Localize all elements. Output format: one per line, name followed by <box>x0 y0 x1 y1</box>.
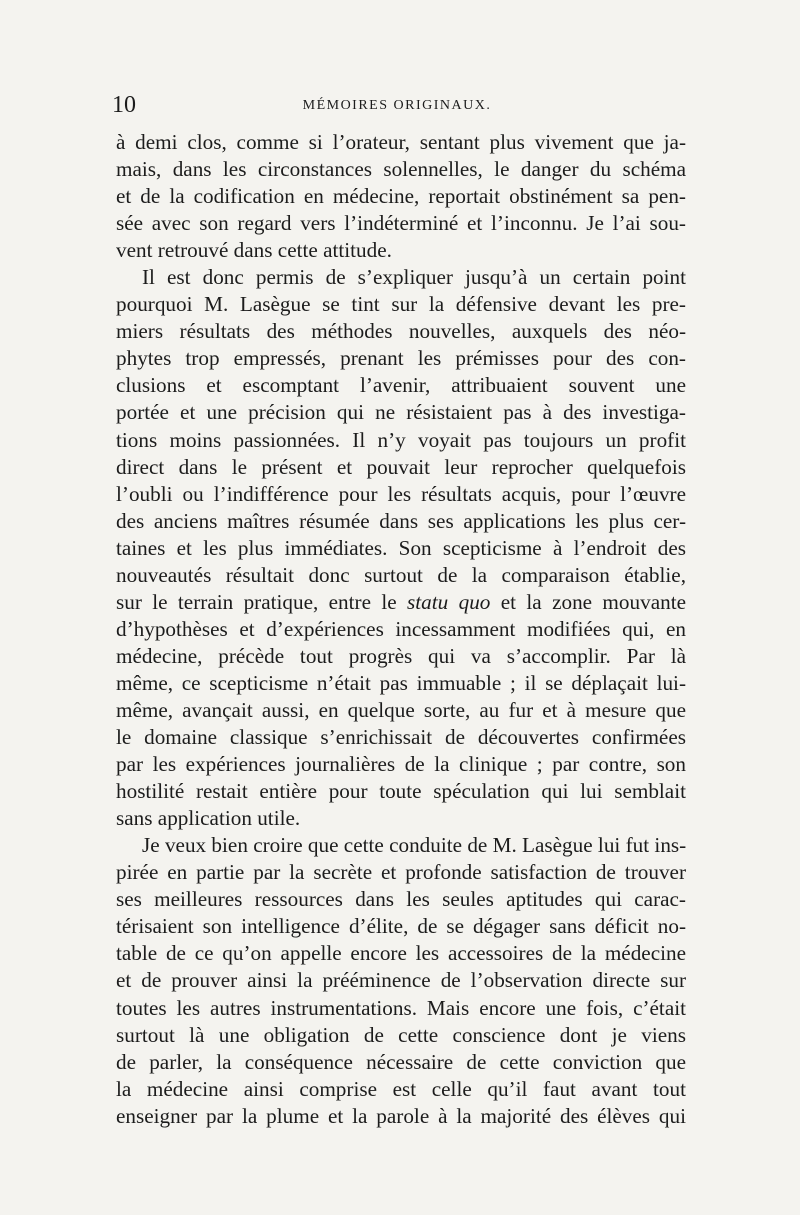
text-line: nouveautés résultait donc surtout de la comparaison établie, <box>116 562 686 587</box>
text-line: sée avec son regard vers l’indéterminé et l’inconnu. Je l’ai sou- <box>116 211 686 236</box>
text-line: miers résultats des méthodes nouvelles, auxquels des néo- <box>116 319 686 344</box>
running-head <box>112 93 682 117</box>
text-line: et de la codification en médecine, reportait obstinément sa pen- <box>116 184 686 209</box>
text-line: toutes les autres instrumentations. Mais encore une fois, c’était <box>116 995 686 1020</box>
text-line: térisaient son intelligence d’élite, de se dégager sans déficit no- <box>116 914 686 939</box>
text-line-with-italic <box>116 589 686 616</box>
text-line: phytes trop empressés, prenant les prémisses pour des con- <box>116 346 686 371</box>
text-line: ses meilleures ressources dans les seules aptitudes qui carac- <box>116 887 686 912</box>
text-line: Je veux bien croire que cette conduite de M. Lasègue lui fut ins- <box>142 833 687 858</box>
text-line: même, ce scepticisme n’était pas immuable ; il se déplaçait lui- <box>116 670 686 695</box>
text-line: enseigner par la plume et la parole à la majorité des élèves qui <box>116 1103 686 1128</box>
text-line: clusions et escomptant l’avenir, attribuaient souvent une <box>116 373 686 398</box>
text-line: le domaine classique s’enrichissait de découvertes confirmées <box>116 725 686 750</box>
text-line: table de ce qu’on appelle encore les accessoires de la médecine <box>116 941 686 966</box>
text-line: médecine, précède tout progrès qui va s’accomplir. Par là <box>116 643 686 668</box>
text-line: la médecine ainsi comprise est celle qu’il faut avant tout <box>116 1076 686 1101</box>
text-line: taines et les plus immédiates. Son scepticisme à l’endroit des <box>116 535 686 560</box>
text-line: surtout là une obligation de cette conscience dont je viens <box>116 1022 686 1047</box>
running-title: MÉMOIRES ORIGINAUX. <box>302 98 492 113</box>
text-line: d’hypothèses et d’expériences incessamment modifiées qui, en <box>116 616 686 641</box>
text-line: portée et une précision qui ne résistaient pas à des investiga- <box>116 400 686 425</box>
text-line: de parler, la conséquence nécessaire de cette conviction que <box>116 1049 686 1074</box>
text-line: vent retrouvé dans cette attitude. <box>116 238 392 263</box>
text-line: tions moins passionnées. Il n’y voyait pas toujours un profit <box>116 427 686 452</box>
italic-phrase: statu quo <box>407 589 491 614</box>
text-line: à demi clos, comme si l’orateur, sentant plus vivement que ja- <box>116 130 686 154</box>
text-line: hostilité restait entière pour toute spéculation qui lui semblait <box>116 779 686 804</box>
text-line: et de prouver ainsi la prééminence de l’observation directe sur <box>116 968 686 993</box>
text-line: mais, dans les circonstances solennelles, le danger du schéma <box>116 157 686 182</box>
text-line: direct dans le présent et pouvait leur reprocher quelquefois <box>116 454 686 479</box>
text-line: même, avançait aussi, en quelque sorte, au fur et à mesure que <box>116 697 686 722</box>
text-line: sans application utile. <box>116 806 301 831</box>
text-line: par les expériences journalières de la clinique ; par contre, son <box>116 752 686 777</box>
page-number: 10 <box>112 92 136 118</box>
text-line: l’oubli ou l’indifférence pour les résultats acquis, pour l’œuvre <box>116 481 686 506</box>
text-line: pirée en partie par la secrète et profonde satisfaction de trouver <box>116 860 686 885</box>
text-line: des anciens maîtres résumée dans ses applications les plus cer- <box>116 508 686 533</box>
line-text-after: et la zone mouvante <box>490 589 686 614</box>
line-text-before: sur le terrain pratique, entre le <box>116 589 408 614</box>
body-text <box>116 129 686 1130</box>
text-line: pourquoi M. Lasègue se tint sur la défensive devant les pre- <box>116 292 686 317</box>
text-line: Il est donc permis de s’expliquer jusqu’à un certain point <box>142 265 686 290</box>
